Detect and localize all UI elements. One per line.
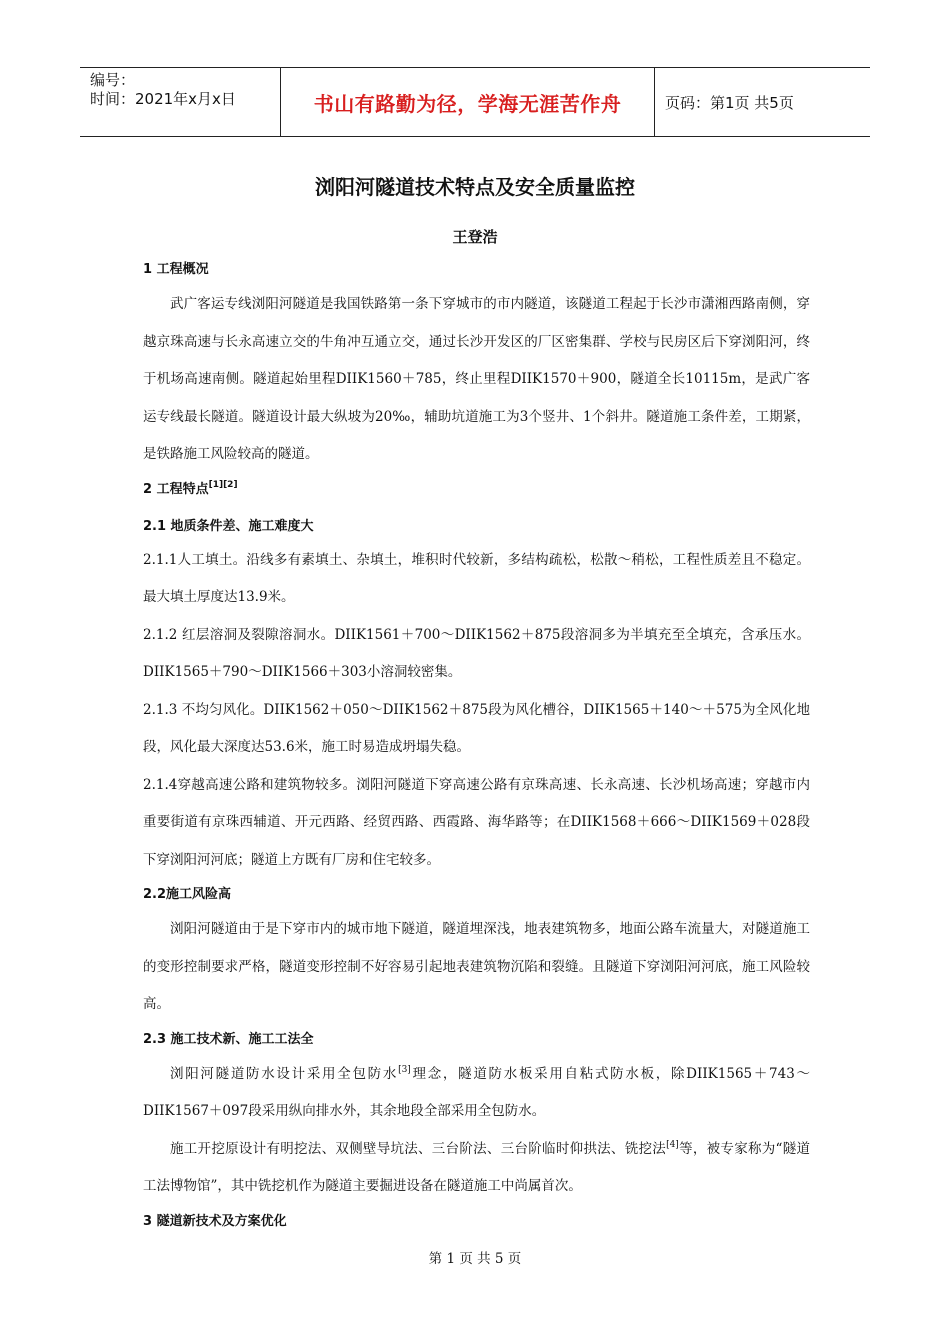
subsection-heading: 2.1 地质条件差、施工难度大	[143, 518, 314, 534]
paragraph: 2.1.1人工填土。沿线多有素填土、杂填土，堆积时代较新，多结构疏松，松散～稍松，工程性质差且不稳定。最大填土厚度达13.9米。	[143, 551, 810, 605]
header-motto-cell	[280, 68, 655, 136]
citation-ref: [1][2]	[208, 479, 238, 490]
paragraph: 浏阳河隧道由于是下穿市内的城市地下隧道，隧道埋深浅，地表建筑物多，地面公路车流量大，对隧道施工的变形控制要求严格，隧道变形控制不好容易引起地表建筑物沉陷和裂缝。且隧道下穿浏阳河河底，施工风险较高。	[143, 921, 810, 1012]
paragraph-text: 等，被专家称为“隧道工法博物馆”，其中铣挖机作为隧道主要掘进设备在隧道施工中尚属首次。	[143, 1140, 811, 1194]
header-meta	[80, 68, 280, 136]
document-date: 时间：2021年x月x日	[90, 90, 236, 108]
paragraph: 武广客运专线浏阳河隧道是我国铁路第一条下穿城市的市内隧道，该隧道工程起于长沙市潇湘西路南侧，穿越京珠高速与长永高速立交的牛角冲互通立交，通过长沙开发区的厂区密集群、学校与民房区后下穿浏阳河，终于机场高速南侧。隧道起始里程DIIK1560＋785，终止里程DIIK1570＋900，隧道全长10115m，是武广客运专线最长隧道。隧道设计最大纵坡为20‰，辅助坑道施工为3个竖井、1个斜井。隧道施工条件差，工期紧，是铁路施工风险较高的隧道。	[143, 296, 810, 462]
document-title: 浏阳河隧道技术特点及安全质量监控	[315, 175, 635, 199]
subsection-heading: 2.2施工风险高	[143, 887, 232, 902]
motto: 书山有路勤为径，学海无涯苦作舟	[313, 91, 622, 116]
header-page-info	[655, 68, 870, 136]
citation-ref: [4]	[666, 1139, 679, 1150]
page-footer: 第 1 页 共 5 页	[428, 1251, 522, 1267]
paragraph: 2.1.3 不均匀风化。DIIK1562＋050～DIIK1562＋875段为风化槽谷，DIIK1565＋140～＋575为全风化地段，风化最大深度达53.6米，施工时易造成坍塌失稳。	[143, 701, 810, 755]
section-heading-text: 2 工程特点	[143, 481, 209, 497]
section-heading: 3 隧道新技术及方案优化	[143, 1213, 287, 1229]
document-number-label: 编号：	[90, 71, 136, 89]
paragraph	[143, 1131, 810, 1206]
paragraph-text: 浏阳河隧道防水设计采用全包防水	[170, 1065, 399, 1082]
section-heading	[143, 479, 810, 501]
paragraph: 2.1.4穿越高速公路和建筑物较多。浏阳河隧道下穿高速公路有京珠高速、长永高速、长沙机场高速；穿越市内重要街道有京珠西辅道、开元西路、经贸西路、西霞路、海华路等；在DIIK1568＋666～DIIK1569＋028段下穿浏阳河河底；隧道上方既有厂房和住宅较多。	[143, 776, 810, 868]
citation-ref: [3]	[398, 1064, 411, 1075]
paragraph-text: 施工开挖原设计有明挖法、双侧壁导坑法、三台阶法、三台阶临时仰拱法、铣挖法	[170, 1140, 667, 1157]
paragraph: 2.1.2 红层溶洞及裂隙溶洞水。DIIK1561＋700～DIIK1562＋875段溶洞多为半填充至全填充，含承压水。DIIK1565＋790～DIIK1566＋303小溶洞较密集。	[143, 626, 810, 680]
section-heading: 1 工程概况	[143, 262, 209, 277]
paragraph-text: 理念，隧道防水板采用自粘式防水板，除DIIK1565＋743～DIIK1567＋097段采用纵向排水外，其余地段全部采用全包防水。	[143, 1065, 810, 1119]
page-info: 页码：第1页 共5页	[665, 93, 794, 112]
header-table	[80, 67, 870, 137]
paragraph	[143, 1056, 810, 1131]
author: 王登浩	[452, 228, 498, 246]
document-body	[143, 258, 810, 1233]
subsection-heading: 2.3 施工技术新、施工工法全	[143, 1031, 314, 1047]
